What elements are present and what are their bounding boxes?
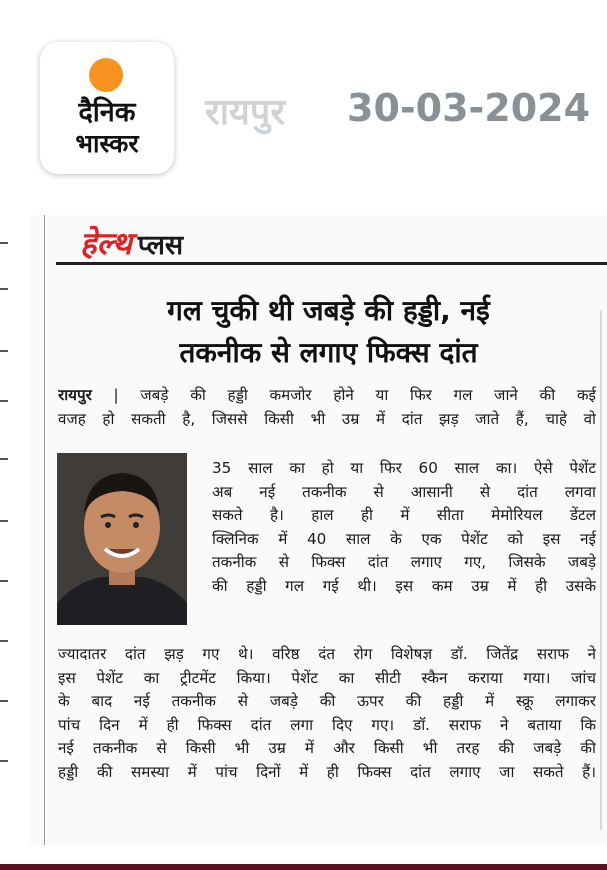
body-line-text: जबड़े की हड्डी कमजोर होने या फिर गल जाने की कई xyxy=(140,386,596,404)
headline-line: गल चुकी थी जबड़े की हड्डी, नई xyxy=(167,294,490,327)
body-line: ज्यादातर दांत झड़ गए थे। वरिष्ठ दंत रोग विशेषज्ञ डॉ. जितेंद्र सराफ ने xyxy=(58,645,596,663)
edition-date: 30-03-2024 xyxy=(347,86,591,130)
logo-text-line1: दैनिक xyxy=(78,97,136,128)
body-line: की हड्डी गल गई थी। इस कम उम्र में ही उसके xyxy=(212,576,596,595)
dainik-bhaskar-logo xyxy=(40,42,174,174)
article-headline xyxy=(56,290,601,374)
article-body-bottom xyxy=(58,643,596,785)
body-line: हड्डी की समस्या में पांच दिनों में ही फिक्स दांत लगाए जा सकते हैं। xyxy=(58,762,596,781)
article-body-top xyxy=(58,384,596,431)
doctor-portrait-icon xyxy=(57,453,187,625)
doctor-photo xyxy=(57,453,187,625)
body-line: तकनीक से फिक्स दांत लगाए गए, जिसके जबड़े xyxy=(212,553,596,572)
headline-line: तकनीक से लगाए फिक्स दांत xyxy=(179,336,478,369)
body-line: के बाद नई तकनीक से जबड़े की ऊपर की हड्डी में स्क्रू लगाकर xyxy=(58,692,596,711)
body-line: वजह हो सकती है, जिससे किसी भी उम्र में दांत झड़ जाते हैं, चाहे वो xyxy=(58,409,596,428)
section-label-rest: प्लस xyxy=(137,230,184,261)
article-body-beside-photo xyxy=(212,457,596,599)
bottom-border-bar xyxy=(0,864,607,870)
body-line: 35 साल का हो या फिर 60 साल का। ऐसे पेशेंट xyxy=(212,459,596,477)
section-label xyxy=(80,222,183,264)
body-line: सकते है। हाल ही में सीता मेमोरियल डेंटल xyxy=(212,506,596,525)
edition-city: रायपुर xyxy=(205,92,286,133)
section-rule xyxy=(56,262,607,265)
section-label-highlight: हेल्थ xyxy=(80,226,132,262)
sun-icon xyxy=(89,58,123,92)
body-line: अब नई तकनीक से आसानी से दांत लगवा xyxy=(212,482,596,501)
body-line: पांच दिन में ही फिक्स दांत लगा दिए गए। डॉ. सराफ ने बताया कि xyxy=(58,715,596,734)
body-line: नई तकनीक से किसी भी उम्र में और किसी भी तरह की जबड़े की xyxy=(58,739,596,758)
body-line: इस पेशेंट का ट्रीटमेंट किया। पेशेंट का सीटी स्कैन कराया गया। जांच xyxy=(58,668,596,687)
logo-text-line2: भास्कर xyxy=(75,129,139,158)
body-line: रायपुर | जबड़े की हड्डी कमजोर होने या फिर गल जाने की कई xyxy=(58,386,596,404)
column-divider xyxy=(44,215,45,845)
dateline: रायपुर xyxy=(58,386,92,404)
adjacent-column-edge xyxy=(0,230,10,790)
body-line: क्लिनिक में 40 साल के एक पेशेंट को इस नई xyxy=(212,529,596,548)
page-edge-line xyxy=(600,310,602,830)
